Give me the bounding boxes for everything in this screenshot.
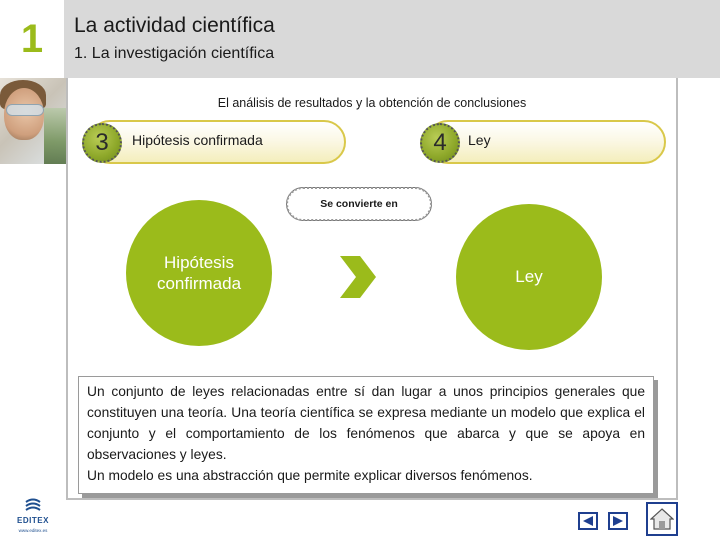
explanation-paragraph-2: Un modelo es una abstracción que permite explicar diversos fenómenos.	[87, 468, 533, 483]
home-button[interactable]	[646, 502, 678, 536]
chevron-right-icon	[338, 254, 378, 300]
section-heading: El análisis de resultados y la obtención de conclusiones	[217, 96, 527, 110]
law-circle: Ley	[456, 204, 602, 350]
step-3-label: Hipótesis confirmada	[132, 132, 263, 148]
hypothesis-circle-line2: confirmada	[156, 274, 242, 293]
page-title: La actividad científica	[74, 14, 275, 37]
explanation-paragraph-1: Un conjunto de leyes relacionadas entre sí dan lugar a unos principios generales que constituyen una teoría. Una teoría científica se expresa mediante un modelo que explica el conjunto y el comportamiento de los fenómenos que abarca y que se apoya en observaciones y leyes.	[87, 384, 645, 462]
editex-logo-url: www.editex.es	[18, 528, 48, 533]
home-icon	[650, 507, 674, 531]
step-3-number: 3	[82, 123, 122, 163]
editex-logo-text: EDITEX	[17, 516, 49, 525]
hypothesis-circle-line1: Hipótesis	[164, 252, 234, 272]
step-4-number: 4	[420, 123, 460, 163]
chapter-number: 1	[0, 0, 64, 78]
next-button[interactable]	[608, 512, 628, 530]
step-4-label: Ley	[468, 132, 491, 148]
scientist-photo	[0, 78, 66, 164]
page-subtitle: 1. La investigación científica	[74, 45, 275, 62]
editex-logo-mark-icon	[24, 498, 42, 514]
step-4-pill	[426, 120, 666, 164]
plants-image-part	[44, 108, 66, 164]
triangle-left-icon	[582, 515, 594, 527]
header-bar	[0, 0, 720, 78]
goggles-image-part	[6, 104, 44, 116]
hypothesis-circle	[126, 200, 272, 346]
explanation-textbox	[78, 376, 654, 494]
editex-logo	[10, 498, 56, 538]
connector-label: Se convierte en	[286, 187, 432, 221]
triangle-right-icon	[612, 515, 624, 527]
step-3-pill	[88, 120, 346, 164]
previous-button[interactable]	[578, 512, 598, 530]
